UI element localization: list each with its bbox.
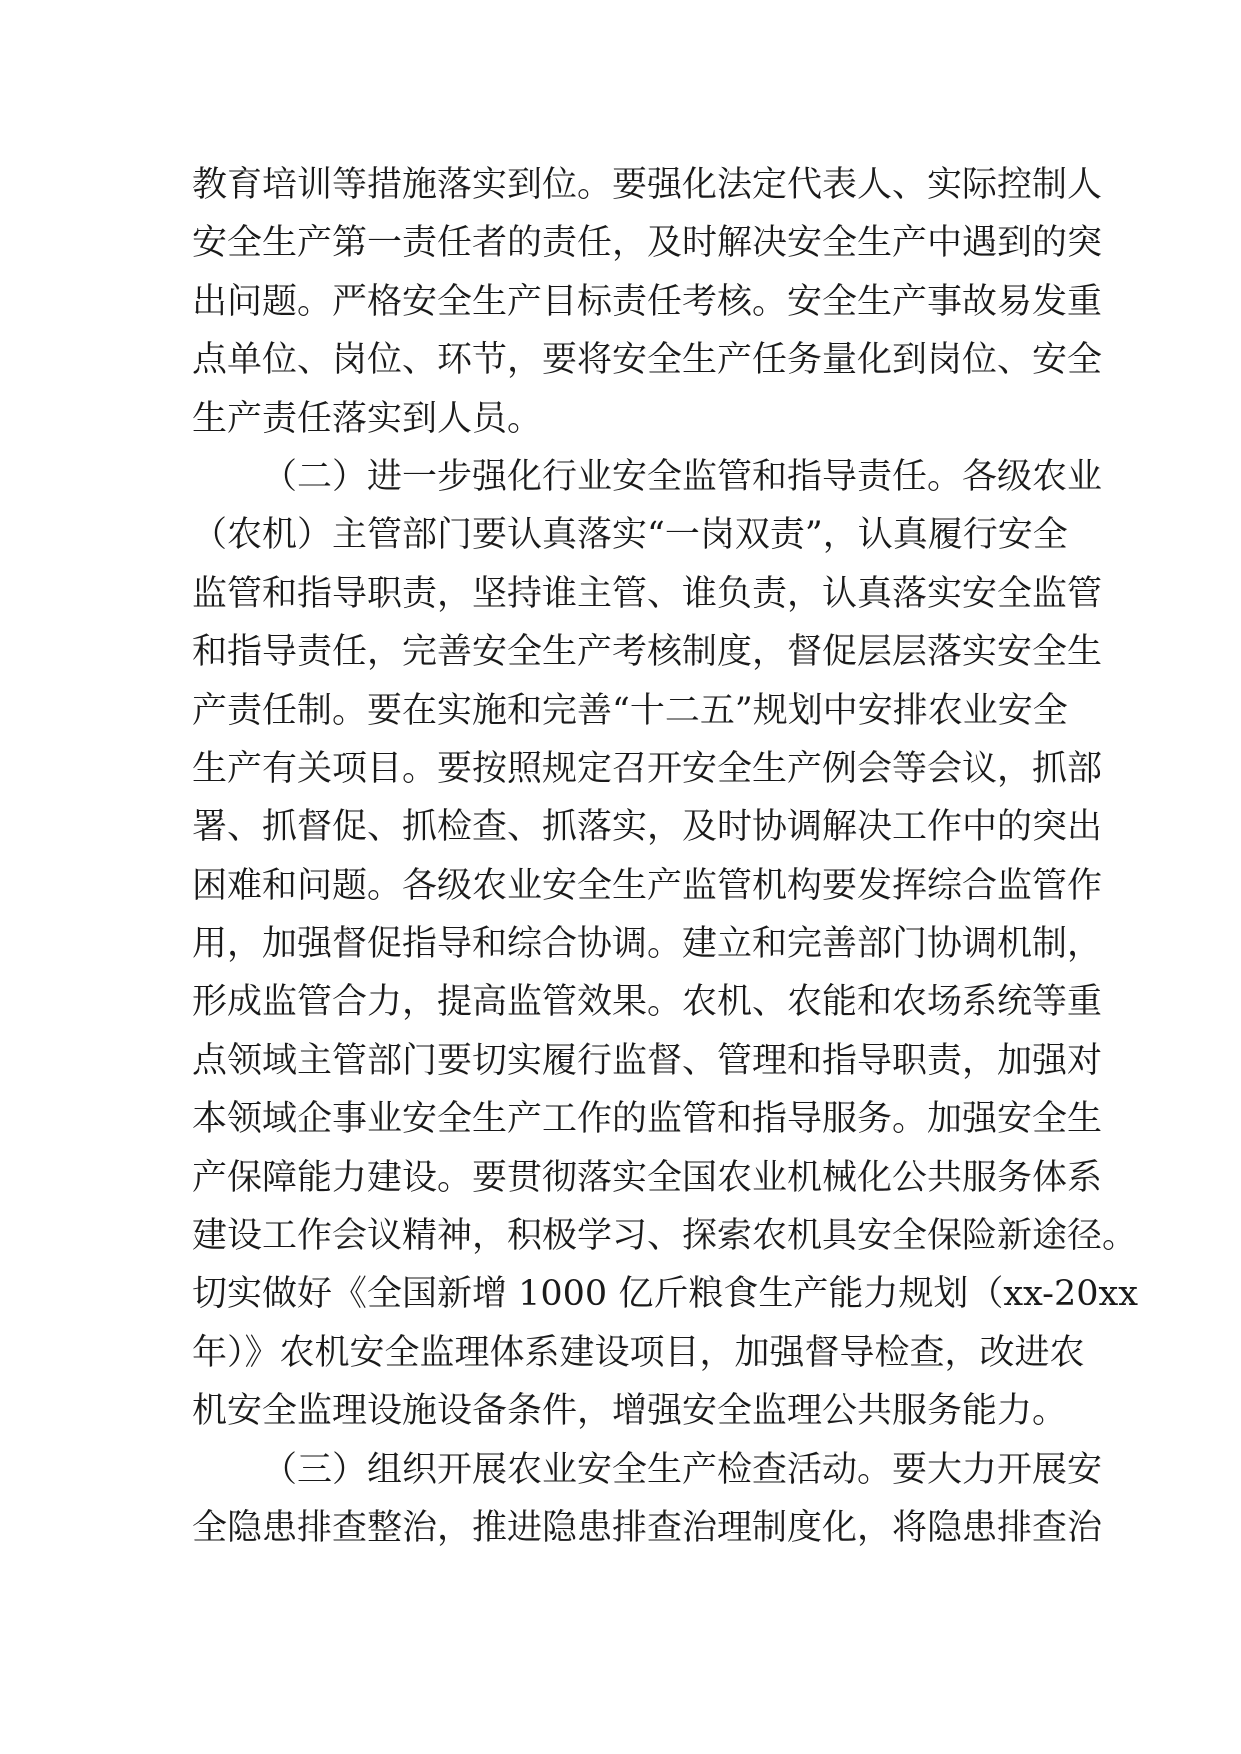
text-line: 形成监管合力，提高监管效果。农机、农能和农场系统等重 — [192, 982, 1103, 1023]
text-line: 署、抓督促、抓检查、抓落实，及时协调解决工作中的突出 — [192, 807, 1103, 848]
text-line: （农机）主管部门要认真落实“一岗双责”，认真履行安全 — [192, 515, 1068, 556]
text-line: 出问题。严格安全生产目标责任考核。安全生产事故易发重 — [192, 281, 1103, 322]
text-line: 困难和问题。各级农业安全生产监管机构要发挥综合监管作 — [192, 865, 1103, 906]
text-line: 年）》农机安全监理体系建设项目，加强督导检查，改进农 — [192, 1332, 1085, 1373]
text-line: 机安全监理设施设备条件，增强安全监理公共服务能力。 — [192, 1391, 1068, 1432]
text-line: 切实做好《全国新增 1000 亿斤粮食生产能力规划（xx-20xx — [192, 1274, 1139, 1315]
text-line: 和指导责任，完善安全生产考核制度，督促层层落实安全生 — [192, 632, 1103, 673]
text-line: 点领域主管部门要切实履行监督、管理和指导职责，加强对 — [192, 1040, 1103, 1081]
text-line: 产责任制。要在实施和完善“十二五”规划中安排农业安全 — [192, 690, 1068, 731]
text-line: 教育培训等措施落实到位。要强化法定代表人、实际控制人 — [192, 165, 1103, 205]
text-line: 建设工作会议精神，积极学习、探索农机具安全保险新途径。 — [192, 1216, 1138, 1257]
section-heading-line: （三）组织开展农业安全生产检查活动。要大力开展安 — [262, 1449, 1103, 1490]
document-body — [192, 156, 1139, 1557]
text-line: 生产有关项目。要按照规定召开安全生产例会等会议，抓部 — [192, 748, 1103, 789]
text-line: 产保障能力建设。要贯彻落实全国农业机械化公共服务体系 — [192, 1157, 1103, 1198]
text-line: 安全生产第一责任者的责任，及时解决安全生产中遇到的突 — [192, 223, 1103, 264]
section-heading-line: （二）进一步强化行业安全监管和指导责任。各级农业 — [262, 456, 1103, 497]
text-line: 点单位、岗位、环节，要将安全生产任务量化到岗位、安全 — [192, 340, 1103, 381]
text-line: 监管和指导职责，坚持谁主管、谁负责，认真落实安全监管 — [192, 573, 1103, 614]
text-line: 本领域企事业安全生产工作的监管和指导服务。加强安全生 — [192, 1099, 1103, 1140]
text-line: 生产责任落实到人员。 — [192, 398, 543, 439]
text-line: 用，加强督促指导和综合协调。建立和完善部门协调机制， — [192, 924, 1103, 965]
text-line: 全隐患排查整治，推进隐患排查治理制度化，将隐患排查治 — [192, 1507, 1103, 1548]
